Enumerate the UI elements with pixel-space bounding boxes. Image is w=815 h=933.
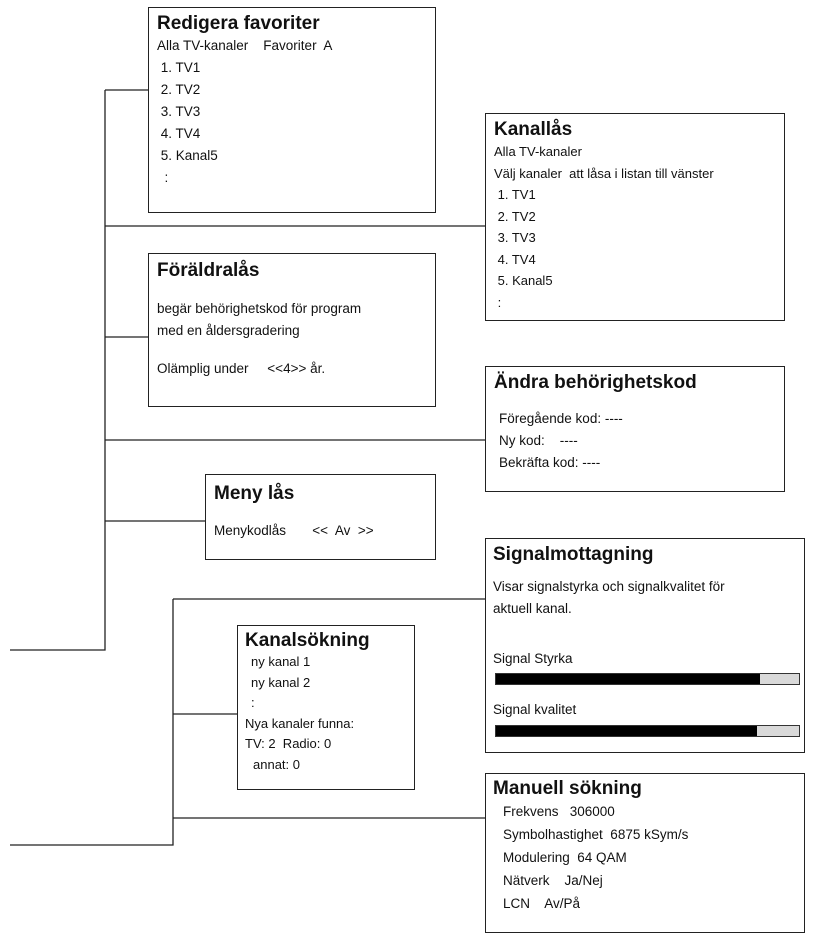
signal-quality-label: Signal kvalitet [493, 702, 577, 717]
redigera-favoriter-box [148, 7, 436, 213]
meny-las-line: Menykodlås << Av >> [214, 523, 374, 538]
redigera-favoriter-title: Redigera favoriter [157, 13, 320, 34]
foraldralas-box [148, 253, 436, 407]
manuell-sokning-title: Manuell sökning [493, 778, 642, 799]
andra-line: Ny kod: ---- [499, 433, 578, 448]
kanallas-title: Kanallås [494, 119, 573, 140]
signal-quality-bar [495, 725, 800, 737]
manuell-line: Modulering 64 QAM [503, 850, 627, 865]
kanalsokning-title: Kanalsökning [245, 630, 370, 651]
kanallas-box [485, 113, 785, 321]
signal-strength-fill [496, 674, 760, 684]
redigera-line: 2. TV2 [157, 82, 201, 97]
kanallas-line: Välj kanaler att låsa i listan till vänster [494, 165, 714, 181]
foraldralas-line: begär behörighetskod för program [157, 301, 362, 316]
foraldralas-line: Olämplig under <<4>> år. [157, 361, 326, 376]
manuell-line: LCN Av/På [503, 896, 581, 911]
kanalsokning-line: ny kanal 2 [251, 674, 311, 690]
andra-behorighetskod-box [485, 366, 785, 492]
signalmottagning-box [485, 538, 805, 753]
andra-line: Bekräfta kod: ---- [499, 455, 601, 470]
kanallas-line: 3. TV3 [494, 230, 536, 245]
foraldralas-title: Föräldralås [157, 260, 260, 281]
kanallas-line: 4. TV4 [494, 251, 536, 267]
manuell-sokning-box [485, 773, 805, 933]
redigera-line: 1. TV1 [157, 60, 201, 75]
kanallas-line: 2. TV2 [494, 208, 536, 224]
kanalsokning-line: : [251, 695, 255, 710]
redigera-line: : [157, 170, 169, 185]
kanalsokning-line: Nya kanaler funna: [245, 715, 355, 731]
signal-desc-line: Visar signalstyrka och signalkvalitet för [493, 579, 725, 594]
signalmottagning-title: Signalmottagning [493, 544, 654, 565]
kanallas-line: 5. Kanal5 [494, 273, 553, 288]
kanalsokning-line: ny kanal 1 [251, 654, 311, 669]
signal-desc-line: aktuell kanal. [493, 601, 572, 616]
kanallas-line: : [494, 294, 502, 310]
meny-las-box [205, 474, 436, 560]
signal-quality-fill [496, 726, 757, 736]
redigera-line: Alla TV-kanaler Favoriter A [157, 38, 333, 53]
signal-strength-label: Signal Styrka [493, 651, 573, 666]
manuell-line: Symbolhastighet 6875 kSym/s [503, 827, 689, 842]
kanalsokning-box [237, 625, 415, 790]
manuell-line: Frekvens 306000 [503, 804, 615, 819]
kanalsokning-line: annat: 0 [253, 756, 300, 772]
andra-line: Föregående kod: ---- [499, 411, 623, 426]
redigera-line: 3. TV3 [157, 104, 201, 119]
foraldralas-line: med en åldersgradering [157, 323, 300, 338]
meny-las-title: Meny lås [214, 483, 295, 504]
manuell-line: Nätverk Ja/Nej [503, 873, 603, 888]
kanallas-line: Alla TV-kanaler [494, 144, 582, 159]
signal-strength-bar [495, 673, 800, 685]
redigera-line: 4. TV4 [157, 126, 201, 141]
kanalsokning-line: TV: 2 Radio: 0 [245, 736, 332, 751]
andra-behorighetskod-title: Ändra behörighetskod [494, 372, 697, 393]
kanallas-line: 1. TV1 [494, 187, 536, 202]
redigera-line: 5. Kanal5 [157, 148, 218, 163]
